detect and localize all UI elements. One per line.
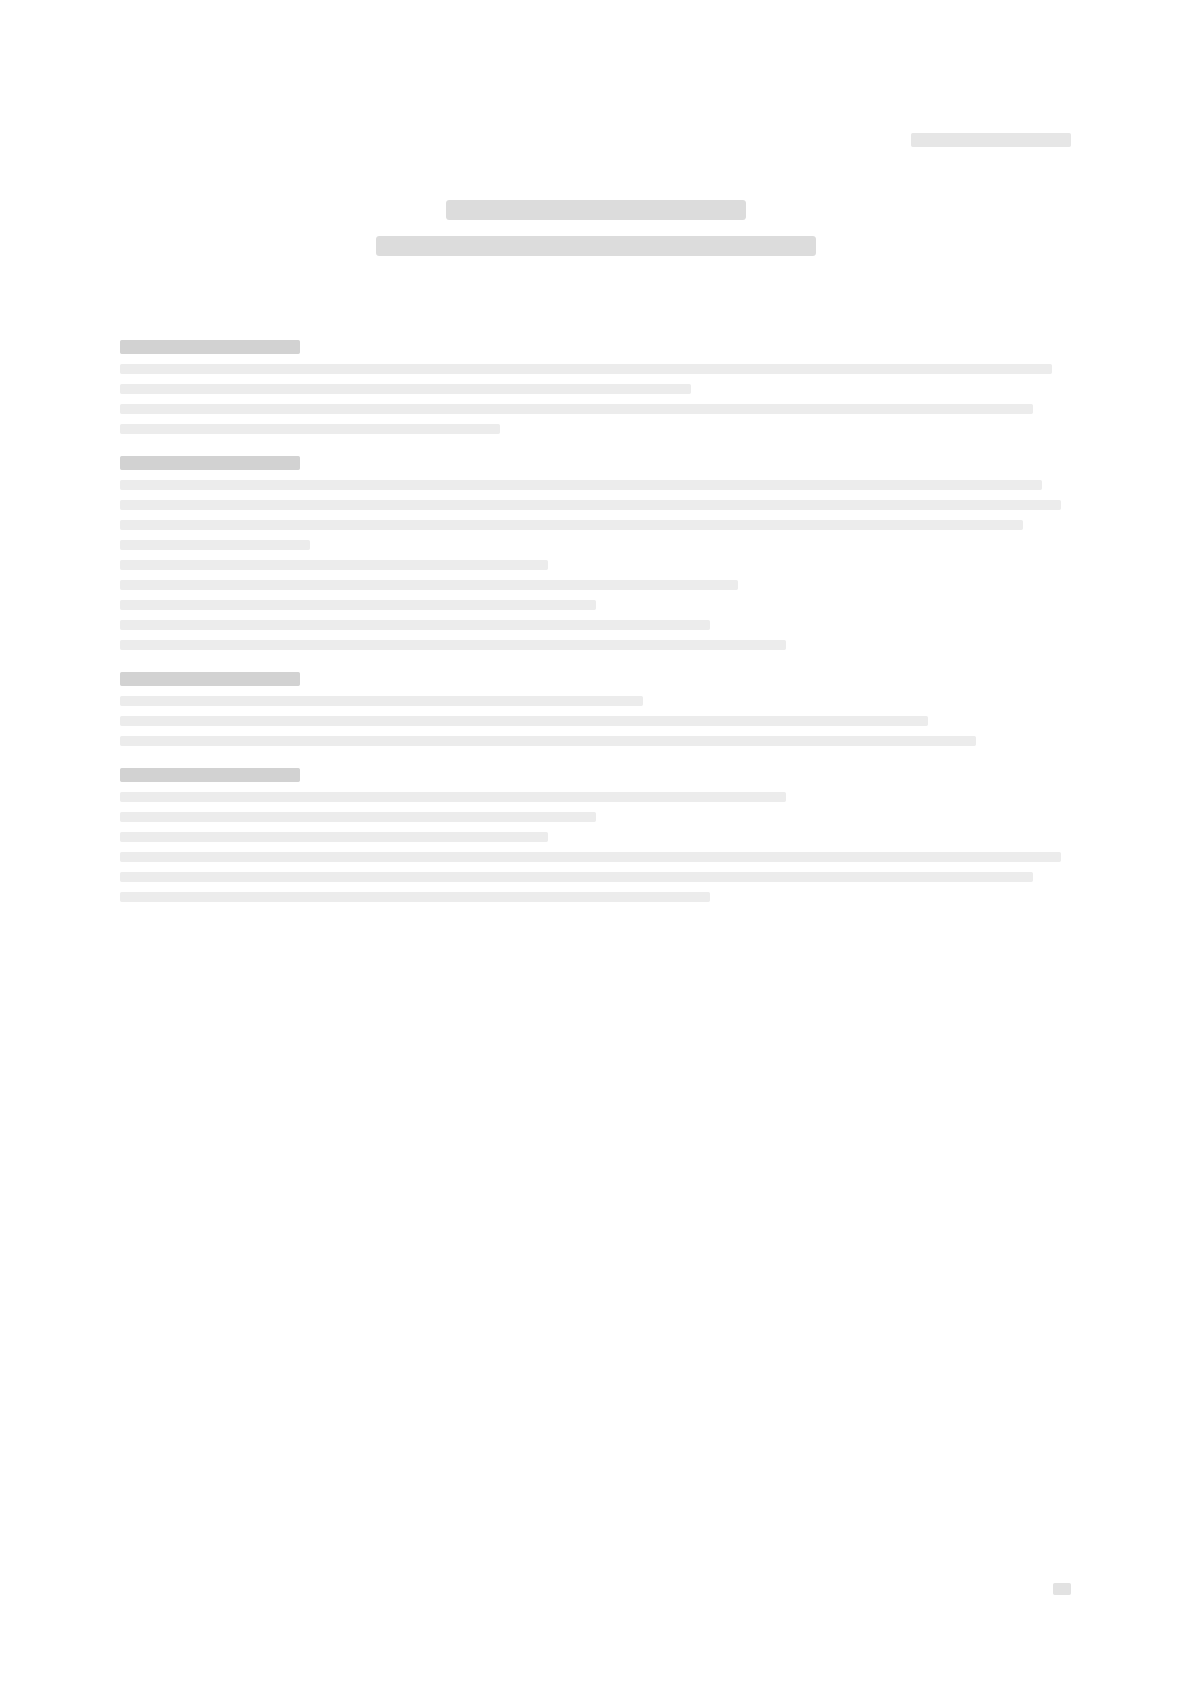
section-block bbox=[120, 672, 1071, 746]
text-line-placeholder bbox=[120, 540, 310, 550]
section-block bbox=[120, 768, 1071, 902]
text-line-placeholder bbox=[120, 600, 596, 610]
text-line-placeholder bbox=[120, 872, 1033, 882]
text-line-placeholder bbox=[120, 812, 596, 822]
footer-region bbox=[120, 1574, 1071, 1604]
text-line-placeholder bbox=[120, 792, 786, 802]
text-line-placeholder bbox=[120, 500, 1061, 510]
text-line-placeholder bbox=[120, 520, 1023, 530]
header-placeholder bbox=[911, 133, 1071, 147]
text-line-placeholder bbox=[120, 424, 500, 434]
heading-placeholder bbox=[120, 340, 300, 354]
text-line-placeholder bbox=[120, 384, 691, 394]
text-line-placeholder bbox=[120, 640, 786, 650]
text-line-placeholder bbox=[120, 892, 710, 902]
text-line-placeholder bbox=[120, 852, 1061, 862]
text-line-placeholder bbox=[120, 580, 738, 590]
text-line-placeholder bbox=[120, 364, 1052, 374]
title-line-placeholder bbox=[446, 200, 746, 220]
text-line-placeholder bbox=[120, 480, 1042, 490]
section-block bbox=[120, 456, 1071, 650]
text-line-placeholder bbox=[120, 716, 928, 726]
body-region bbox=[120, 340, 1071, 1524]
heading-placeholder bbox=[120, 768, 300, 782]
text-line-placeholder bbox=[120, 696, 643, 706]
text-line-placeholder bbox=[120, 560, 548, 570]
text-line-placeholder bbox=[120, 620, 710, 630]
heading-placeholder bbox=[120, 456, 300, 470]
header-region bbox=[120, 120, 1071, 160]
section-block bbox=[120, 340, 1071, 434]
heading-placeholder bbox=[120, 672, 300, 686]
title-region bbox=[120, 200, 1071, 310]
text-line-placeholder bbox=[120, 832, 548, 842]
subtitle-line-placeholder bbox=[376, 236, 816, 256]
text-line-placeholder bbox=[120, 404, 1033, 414]
text-line-placeholder bbox=[120, 736, 976, 746]
page-number-placeholder bbox=[1053, 1583, 1071, 1595]
